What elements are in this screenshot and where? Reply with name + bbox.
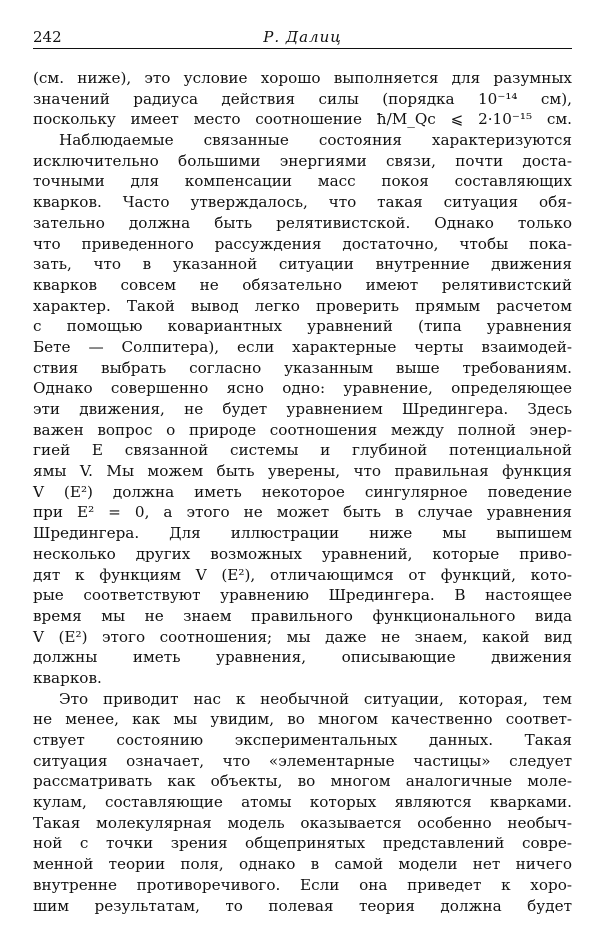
page-number: 242 xyxy=(33,28,62,46)
text-line: при E² = 0, а этого не может быть в случае уравнения xyxy=(33,503,572,522)
text-line: кварков совсем не обязательно имеют релятивистский xyxy=(33,275,572,294)
text-line: что приведенного рассуждения достаточно, чтобы пока- xyxy=(33,234,572,253)
text-line: исключительно большими энергиями связи, почти доста- xyxy=(33,151,572,170)
text-line: ситуация означает, что «элементарные частицы» следует xyxy=(33,751,572,770)
text-line: Шредингера. Для иллюстрации ниже мы выпишем xyxy=(33,524,572,543)
text-line: ствует состоянию экспериментальных данных. Такая xyxy=(33,731,572,749)
text-line: кулам, составляющие атомы которых являются кварками. xyxy=(33,793,572,812)
text-line: шим результатам, то полевая теория должна будет xyxy=(33,896,572,915)
text-line: Такая молекулярная модель оказывается особенно необыч- xyxy=(33,813,572,832)
text-line: Это приводит нас к необычной ситуации, которая, тем xyxy=(59,689,572,708)
running-title: Р. Далиц xyxy=(263,28,342,46)
text-line: зать, что в указанной ситуации внутренние движения xyxy=(33,255,572,274)
text-line: кварков. xyxy=(33,668,102,687)
text-line: кварков. Часто утверждалось, что такая ситуация обя- xyxy=(33,193,572,212)
text-line: важен вопрос о природе соотношения между полной энер- xyxy=(33,420,572,439)
text-line: ной с точки зрения общепринятых представлений совре- xyxy=(33,834,572,853)
text-line: гией E связанной системы и глубиной потенциальной xyxy=(33,441,572,460)
text-line: ствия выбрать согласно указанным выше требованиям. xyxy=(33,358,572,377)
text-line: менной теории поля, однако в самой модели нет ничего xyxy=(33,855,572,874)
text-line: V (E²) должна иметь некоторое сингулярное поведение xyxy=(33,482,572,501)
text-line: дят к функциям V (E²), отличающимся от функций, кото- xyxy=(33,565,572,584)
text-line: поскольку имеет место соотношение ħ/M_Qc ⩽ 2·10⁻¹⁵ см. xyxy=(33,110,572,129)
text-line: внутренне противоречивого. Если она приведет к хоро- xyxy=(33,875,572,894)
text-line: Однако совершенно ясно одно: уравнение, определяющее xyxy=(33,379,572,398)
text-line: V (E²) этого соотношения; мы даже не знаем, какой вид xyxy=(33,627,572,646)
page-header xyxy=(33,26,572,49)
text-line: рые соответствуют уравнению Шредингера. В настоящее xyxy=(33,586,572,605)
text-line: точными для компенсации масс покоя составляющих xyxy=(33,172,572,191)
text-line: характер. Такой вывод легко проверить прямым расчетом xyxy=(33,296,572,315)
text-line: Наблюдаемые связанные состояния характеризуются xyxy=(59,131,572,150)
text-line: ямы V. Мы можем быть уверены, что правильная функция xyxy=(33,462,572,481)
text-line: должны иметь уравнения, описывающие движения xyxy=(33,648,572,667)
text-line: не менее, как мы увидим, во многом качественно соответ- xyxy=(33,710,572,729)
text-line: Бете — Солпитера), если характерные черты взаимодей- xyxy=(33,337,572,356)
text-line: (см. ниже), это условие хорошо выполняется для разумных xyxy=(33,69,572,87)
text-line: рассматривать как объекты, во многом аналогичные моле- xyxy=(33,772,572,791)
text-line: несколько других возможных уравнений, которые приво- xyxy=(33,544,572,563)
text-line: значений радиуса действия силы (порядка 10⁻¹⁴ см), xyxy=(33,89,572,108)
text-line: время мы не знаем правильного функционального вида xyxy=(33,606,572,625)
text-line: зательно должна быть релятивистской. Однако только xyxy=(33,213,572,232)
text-line: с помощью ковариантных уравнений (типа уравнения xyxy=(33,317,572,336)
text-line: эти движения, не будет уравнением Шредингера. Здесь xyxy=(33,400,572,418)
body-text xyxy=(33,68,572,916)
